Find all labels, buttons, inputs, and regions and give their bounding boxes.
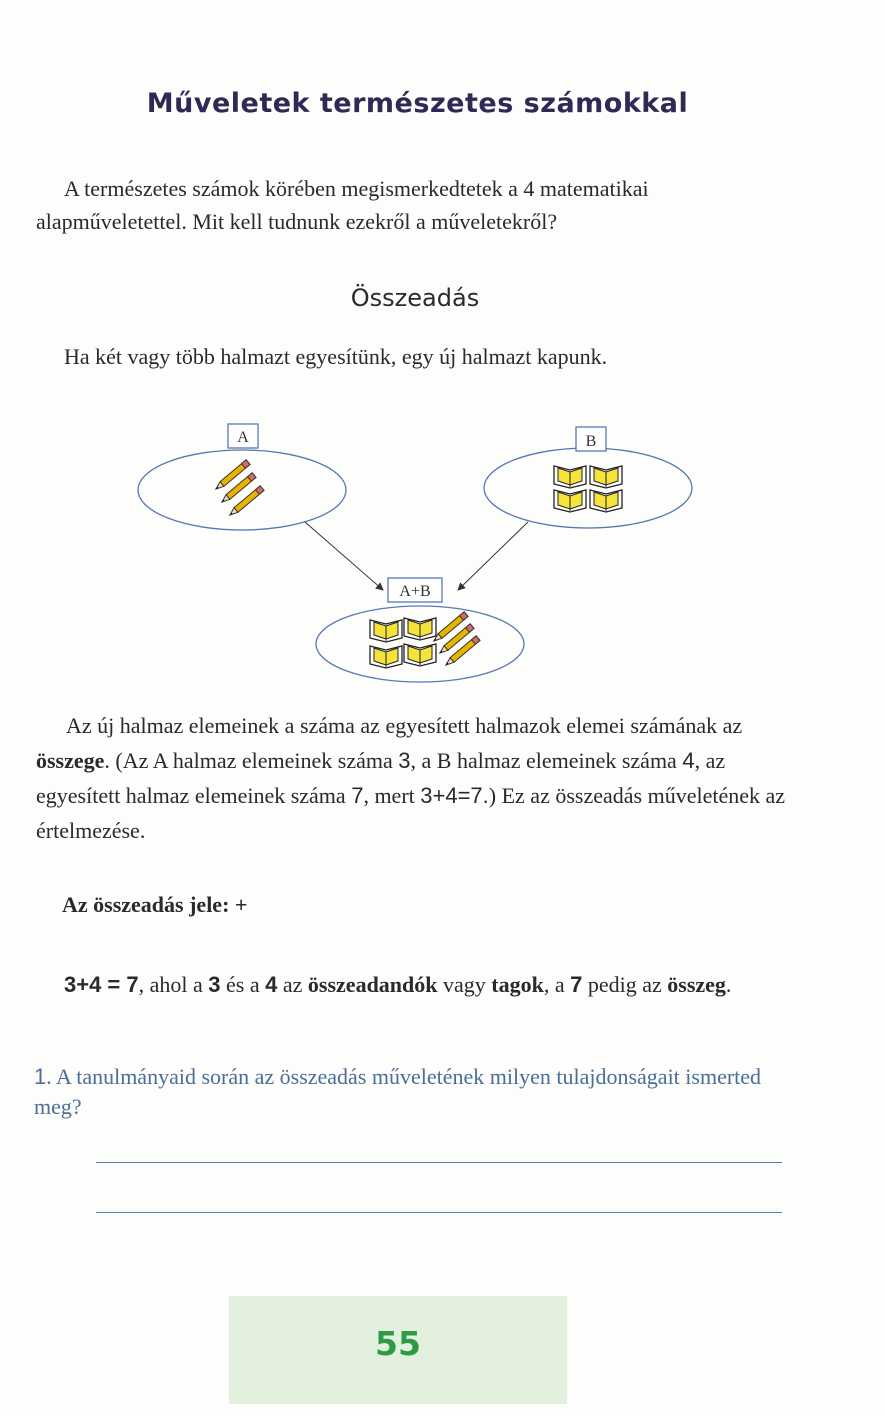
section-title: Összeadás	[350, 284, 480, 312]
page-title: Műveletek természetes számokkal	[146, 88, 689, 119]
pencil-icon	[432, 612, 468, 644]
addition-sign-line: Az összeadás jele: +	[62, 892, 248, 917]
book-icon	[404, 644, 436, 666]
pencil-icon	[444, 636, 480, 668]
union-label: A+B	[399, 583, 431, 600]
set-a-label: A	[237, 429, 249, 446]
book-icon	[370, 620, 402, 642]
set-a-ellipse	[138, 450, 346, 530]
set-a-pencils	[214, 460, 264, 518]
addition-terms-paragraph: 3+4 = 7, ahol a 3 és a 4 az összeadandók vagy tagok, a 7 pedig az összeg.	[64, 972, 732, 997]
book-icon	[590, 490, 622, 512]
set-b-label: B	[585, 433, 597, 450]
book-icon	[404, 618, 436, 640]
answer-line-2[interactable]	[96, 1212, 782, 1213]
exercise-number: 1	[34, 1064, 47, 1089]
set-b-books	[554, 466, 622, 512]
intro-paragraph: A természetes számok körében megismerkedtetek a 4 matematikai alapműveletettel. Mit kell tudnunk ezekről a műveletekről?	[36, 176, 649, 234]
set-b-ellipse	[484, 448, 692, 528]
book-icon	[590, 466, 622, 488]
book-icon	[554, 466, 586, 488]
answer-line-1[interactable]	[96, 1162, 782, 1163]
arrow-b-to-union	[458, 522, 528, 590]
union-ellipse	[316, 606, 524, 682]
explanation-paragraph: Az új halmaz elemeinek a száma az egyesített halmazok elemei számának az összege. (Az A halmaz elemeinek száma 3, a B halmaz elemeinek száma 4, az egyesített halmaz elemeinek száma 7, mert 3+4=7.) Ez az összeadás műveletének az értelmezése.	[36, 713, 786, 843]
set-union-diagram	[0, 0, 885, 700]
bold-sum: összege	[36, 748, 105, 773]
arrow-a-to-union	[305, 522, 383, 590]
book-icon	[370, 646, 402, 668]
exercise-text: . A tanulmányaid során az összeadás műveletének milyen tulajdonságait ismerted meg?	[34, 1064, 762, 1119]
exercise-1	[34, 1062, 794, 1122]
book-icon	[554, 490, 586, 512]
union-statement: Ha két vagy több halmazt egyesítünk, egy új halmazt kapunk.	[64, 344, 608, 369]
union-items	[370, 612, 480, 668]
pencil-icon	[438, 624, 474, 656]
page-number: 55	[375, 1324, 421, 1363]
